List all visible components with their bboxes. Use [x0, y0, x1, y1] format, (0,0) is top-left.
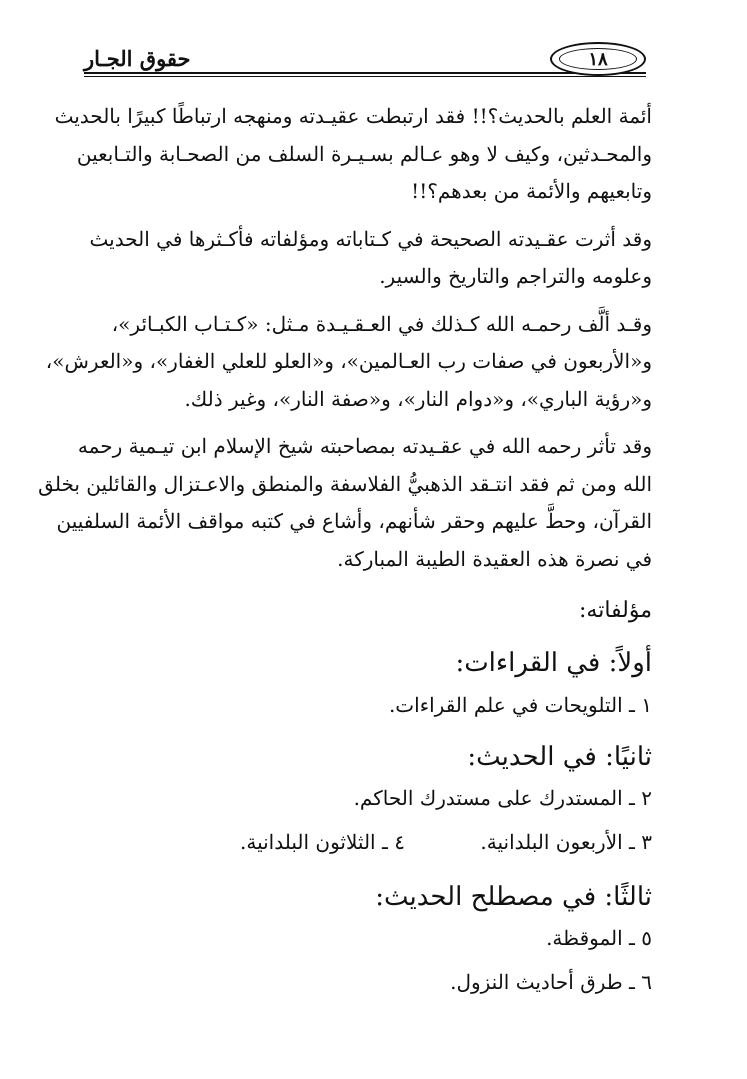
section-title: أولاً: في القراءات:	[455, 648, 652, 678]
work-item: ٤ ـ الثلاثون البلدانية.	[240, 830, 405, 854]
section-title: ثالثًا: في مصطلح الحديث:	[375, 882, 652, 912]
work-item: ٣ ـ الأربعون البلدانية.	[480, 830, 652, 854]
running-title: حقوق الجـار	[84, 46, 191, 71]
text-line: في نصرة هذه العقيدة الطيبة المباركة.	[337, 546, 652, 571]
text-line: وتابعيهم والأئمة من بعدهم؟!!	[411, 179, 652, 203]
text-line: وعلومه والتراجم والتاريخ والسير.	[379, 264, 652, 288]
page-header	[84, 40, 646, 80]
work-item: ٥ ـ الموقظة.	[546, 926, 652, 950]
paragraph	[54, 98, 652, 211]
text-line: القرآن، وحطَّ عليهم وحقر شأنهم، وأشاع في كتبه مواقف الأئمة السلفيين	[56, 509, 652, 533]
text-line: أئمة العلم بالحديث؟!! فقد ارتبطت عقيـدته ومنهجه ارتباطًا كبيرًا بالحديث	[54, 104, 652, 128]
paragraph	[45, 306, 652, 419]
body-text	[38, 98, 652, 578]
header-rule	[84, 72, 646, 74]
work-item: ١ ـ التلويحات في علم القراءات.	[388, 693, 652, 717]
text-line: الله ومن ثم فقد انتـقد الذهبيُّ الفلاسفة والمنطق والاعـتزال والقائلين بخلق	[38, 471, 652, 496]
text-line: وقد تأثر رحمه الله في عقـيدته بمصاحبته شيخ الإسلام ابن تيـمية رحمه	[77, 434, 652, 458]
work-item-row	[240, 830, 652, 854]
page-number: ١٨	[588, 48, 608, 70]
text-line: والمحـدثين، وكيف لا وهو عـالم بسـيـرة السلف من الصحـابة والتـابعين	[76, 141, 652, 166]
works-heading: مؤلفاته:	[578, 598, 652, 623]
text-line: و«الأربعون في صفات رب العـالمين»، و«العلو للعلي الغفار»، و«العرش»،	[45, 349, 652, 373]
text-line: وقد أثرت عقـيدته الصحيحة في كـتاباته ومؤلفاته فأكـثرها في الحديث	[89, 226, 652, 251]
work-item: ٦ ـ طرق أحاديث النزول.	[450, 970, 652, 994]
header-rule-thin	[84, 76, 646, 77]
section-title: ثانيًا: في الحديث:	[467, 742, 652, 772]
paragraph	[38, 428, 652, 578]
text-line: وقـد ألَّف رحمـه الله كـذلك في العـقـيـدة مـثل: «كـتـاب الكبـائر»،	[111, 311, 652, 336]
paragraph	[89, 221, 652, 296]
text-line: و«رؤية الباري»، و«دوام النار»، و«صفة النار»، وغير ذلك.	[184, 386, 652, 411]
page-number-badge	[550, 42, 646, 76]
work-item: ٢ ـ المستدرك على مستدرك الحاكم.	[353, 786, 652, 810]
